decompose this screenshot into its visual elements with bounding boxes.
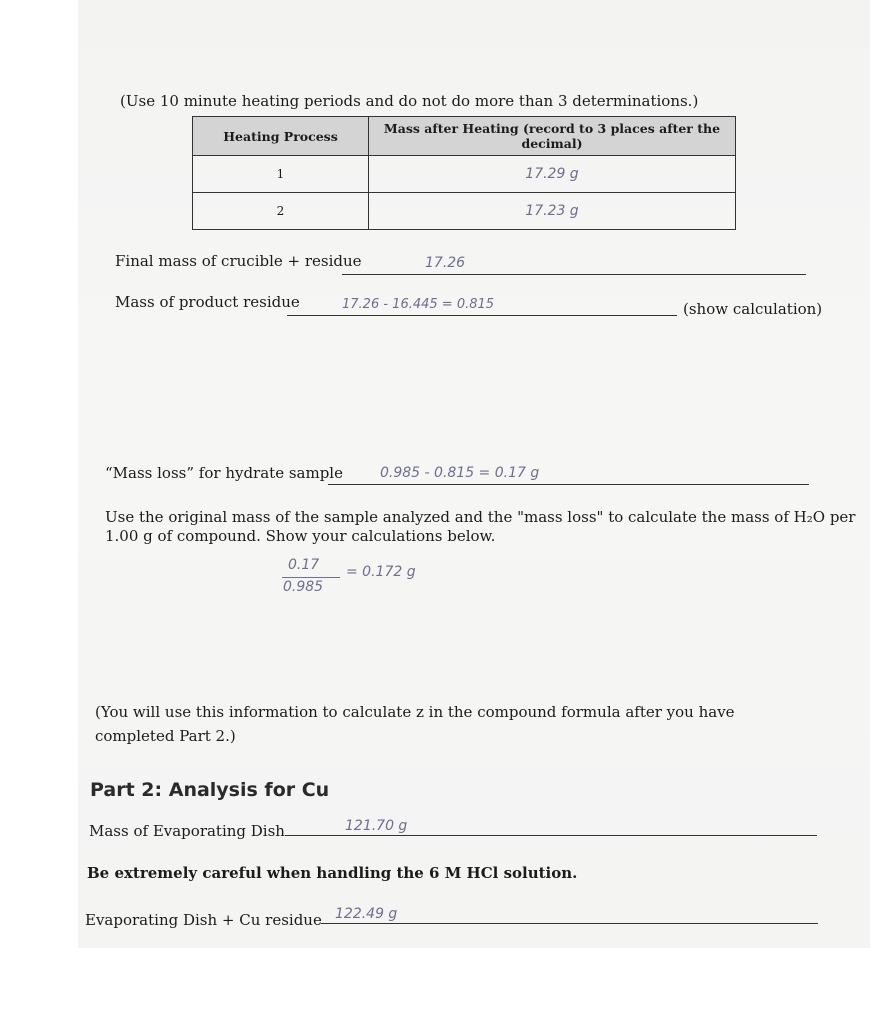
heating-table: [192, 116, 736, 230]
product-residue-line: [287, 315, 677, 316]
note-line1: (You will use this information to calculate z in the compound formula after you have: [95, 703, 735, 721]
table-header-row: [193, 117, 736, 156]
note-line2: completed Part 2.): [95, 727, 236, 745]
mass-cell: 17.23 g: [369, 193, 736, 230]
heating-process-cell: 1: [193, 156, 369, 193]
column-header-heating-process: Heating Process: [193, 117, 369, 156]
calc-denominator: 0.985: [283, 579, 324, 595]
mass-cell: 17.29 g: [369, 156, 736, 193]
hcl-warning: Be extremely careful when handling the 6 M HCl solution.: [87, 864, 578, 882]
use-original-line2: 1.00 g of compound. Show your calculations below.: [105, 527, 496, 545]
fraction-bar: [282, 577, 340, 578]
column-header-mass: Mass after Heating (record to 3 places after the decimal): [369, 117, 736, 156]
use-original-line1: Use the original mass of the sample analyzed and the "mass loss" to calculate the mass of H₂O per: [105, 508, 856, 526]
show-calculation-note: (show calculation): [683, 300, 823, 318]
mass-loss-line: [328, 484, 809, 485]
product-residue-value: 17.26 - 16.445 = 0.815: [342, 297, 495, 312]
calc-numerator: 0.17: [288, 557, 320, 573]
table-row: [193, 193, 736, 230]
final-mass-line: [342, 274, 806, 275]
part2-heading: Part 2: Analysis for Cu: [90, 779, 330, 801]
dish-label: Mass of Evaporating Dish: [89, 822, 285, 840]
mass-loss-label: “Mass loss” for hydrate sample: [105, 464, 343, 482]
dish-value: 121.70 g: [345, 818, 408, 834]
heating-process-cell: 2: [193, 193, 369, 230]
final-mass-value: 17.26: [425, 255, 466, 271]
mass-loss-value: 0.985 - 0.815 = 0.17 g: [380, 465, 540, 481]
final-mass-label: Final mass of crucible + residue: [115, 252, 362, 270]
instructions-text: (Use 10 minute heating periods and do not do more than 3 determinations.): [120, 92, 699, 110]
product-residue-label: Mass of product residue: [115, 293, 300, 311]
residue-label: Evaporating Dish + Cu residue: [85, 911, 322, 929]
residue-line: [321, 923, 818, 924]
residue-value: 122.49 g: [335, 906, 398, 922]
page-margin: [0, 948, 890, 1024]
calc-result: = 0.172 g: [346, 564, 416, 580]
table-row: [193, 156, 736, 193]
dish-line: [285, 835, 817, 836]
